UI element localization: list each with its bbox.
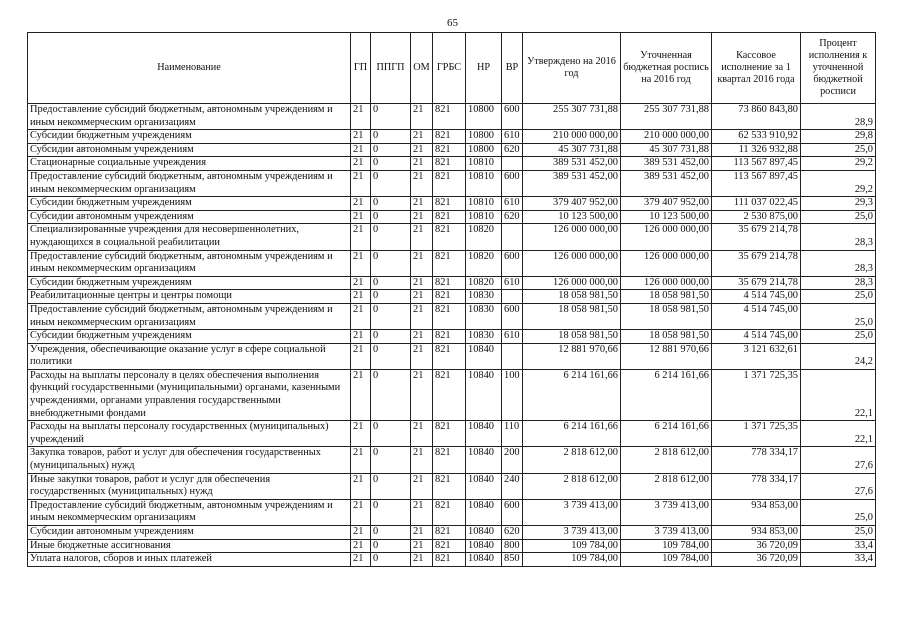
- cell-vr: 620: [502, 526, 523, 540]
- cell-om: 21: [411, 473, 433, 499]
- cell-approved: 109 784,00: [523, 553, 621, 567]
- cell-om: 21: [411, 130, 433, 144]
- cell-percent: 28,3: [801, 276, 876, 290]
- cell-approved: 12 881 970,66: [523, 343, 621, 369]
- cell-gp: 21: [351, 210, 371, 224]
- table-row: [28, 250, 876, 276]
- cell-np: 10840: [466, 499, 502, 525]
- table-row: [28, 210, 876, 224]
- table-row: [28, 473, 876, 499]
- cell-vr: 610: [502, 130, 523, 144]
- cell-approved: 10 123 500,00: [523, 210, 621, 224]
- cell-name: Реабилитационные центры и центры помощи: [28, 290, 351, 304]
- cell-om: 21: [411, 104, 433, 130]
- cell-grbs: 821: [433, 143, 466, 157]
- cell-name: Субсидии бюджетным учреждениям: [28, 330, 351, 344]
- cell-np: 10800: [466, 130, 502, 144]
- cell-refined: 18 058 981,50: [621, 330, 712, 344]
- cell-percent: 27,6: [801, 473, 876, 499]
- cell-np: 10840: [466, 369, 502, 420]
- cell-ppgp: 0: [371, 526, 411, 540]
- page-number: 65: [447, 17, 458, 29]
- cell-ppgp: 0: [371, 290, 411, 304]
- cell-gp: 21: [351, 130, 371, 144]
- cell-ppgp: 0: [371, 369, 411, 420]
- cell-ppgp: 0: [371, 276, 411, 290]
- cell-gp: 21: [351, 303, 371, 329]
- cell-vr: 110: [502, 421, 523, 447]
- cell-gp: 21: [351, 250, 371, 276]
- cell-approved: 255 307 731,88: [523, 104, 621, 130]
- table-row: [28, 369, 876, 420]
- cell-cash: 3 121 632,61: [712, 343, 801, 369]
- cell-percent: 22,1: [801, 369, 876, 420]
- cell-grbs: 821: [433, 250, 466, 276]
- table-row: [28, 130, 876, 144]
- cell-refined: 6 214 161,66: [621, 421, 712, 447]
- cell-grbs: 821: [433, 539, 466, 553]
- cell-np: 10810: [466, 210, 502, 224]
- cell-ppgp: 0: [371, 224, 411, 250]
- cell-cash: 934 853,00: [712, 499, 801, 525]
- cell-np: 10830: [466, 330, 502, 344]
- cell-ppgp: 0: [371, 539, 411, 553]
- cell-approved: 210 000 000,00: [523, 130, 621, 144]
- header-refined: Уточненная бюджетная роспись на 2016 год: [621, 33, 712, 104]
- cell-gp: 21: [351, 343, 371, 369]
- cell-om: 21: [411, 170, 433, 196]
- cell-name: Предоставление субсидий бюджетным, автономным учреждениям и иным некоммерческим организациям: [28, 499, 351, 525]
- cell-gp: 21: [351, 290, 371, 304]
- cell-name: Иные бюджетные ассигнования: [28, 539, 351, 553]
- cell-np: 10800: [466, 143, 502, 157]
- table-row: [28, 553, 876, 567]
- cell-grbs: 821: [433, 290, 466, 304]
- cell-om: 21: [411, 421, 433, 447]
- cell-cash: 62 533 910,92: [712, 130, 801, 144]
- cell-vr: [502, 157, 523, 171]
- cell-name: Субсидии автономным учреждениям: [28, 143, 351, 157]
- cell-approved: 126 000 000,00: [523, 224, 621, 250]
- cell-ppgp: 0: [371, 330, 411, 344]
- cell-name: Предоставление субсидий бюджетным, автономным учреждениям и иным некоммерческим организациям: [28, 170, 351, 196]
- cell-approved: 6 214 161,66: [523, 369, 621, 420]
- cell-gp: 21: [351, 473, 371, 499]
- cell-grbs: 821: [433, 330, 466, 344]
- cell-om: 21: [411, 499, 433, 525]
- cell-refined: 2 818 612,00: [621, 447, 712, 473]
- cell-name: Стационарные социальные учреждения: [28, 157, 351, 171]
- cell-approved: 18 058 981,50: [523, 290, 621, 304]
- header-name: Наименование: [28, 33, 351, 104]
- cell-om: 21: [411, 369, 433, 420]
- cell-gp: 21: [351, 197, 371, 211]
- table-row: [28, 197, 876, 211]
- cell-gp: 21: [351, 447, 371, 473]
- cell-percent: 28,3: [801, 250, 876, 276]
- cell-percent: 29,3: [801, 197, 876, 211]
- cell-cash: 36 720,09: [712, 553, 801, 567]
- cell-vr: [502, 224, 523, 250]
- cell-approved: 126 000 000,00: [523, 250, 621, 276]
- cell-om: 21: [411, 224, 433, 250]
- cell-refined: 109 784,00: [621, 553, 712, 567]
- cell-grbs: 821: [433, 104, 466, 130]
- cell-om: 21: [411, 539, 433, 553]
- cell-ppgp: 0: [371, 157, 411, 171]
- cell-grbs: 821: [433, 369, 466, 420]
- cell-percent: 25,0: [801, 330, 876, 344]
- cell-approved: 3 739 413,00: [523, 499, 621, 525]
- cell-name: Предоставление субсидий бюджетным, автономным учреждениям и иным некоммерческим организациям: [28, 303, 351, 329]
- cell-percent: 25,0: [801, 303, 876, 329]
- cell-cash: 934 853,00: [712, 526, 801, 540]
- cell-om: 21: [411, 343, 433, 369]
- header-cash: Кассовое исполнение за 1 квартал 2016 года: [712, 33, 801, 104]
- cell-gp: 21: [351, 157, 371, 171]
- cell-ppgp: 0: [371, 343, 411, 369]
- cell-approved: 2 818 612,00: [523, 447, 621, 473]
- cell-np: 10800: [466, 104, 502, 130]
- cell-approved: 3 739 413,00: [523, 526, 621, 540]
- cell-om: 21: [411, 526, 433, 540]
- cell-percent: 29,2: [801, 157, 876, 171]
- table-row: [28, 157, 876, 171]
- table-row: [28, 539, 876, 553]
- header-percent: Процент исполнения к уточненной бюджетной росписи: [801, 33, 876, 104]
- cell-refined: 45 307 731,88: [621, 143, 712, 157]
- cell-om: 21: [411, 553, 433, 567]
- cell-vr: 600: [502, 250, 523, 276]
- table-row: [28, 343, 876, 369]
- cell-cash: 4 514 745,00: [712, 290, 801, 304]
- cell-refined: 389 531 452,00: [621, 157, 712, 171]
- cell-approved: 6 214 161,66: [523, 421, 621, 447]
- cell-vr: 100: [502, 369, 523, 420]
- cell-percent: 25,0: [801, 210, 876, 224]
- cell-vr: 610: [502, 197, 523, 211]
- cell-cash: 778 334,17: [712, 473, 801, 499]
- cell-gp: 21: [351, 170, 371, 196]
- cell-refined: 255 307 731,88: [621, 104, 712, 130]
- cell-vr: [502, 290, 523, 304]
- table-row: [28, 303, 876, 329]
- cell-approved: 389 531 452,00: [523, 157, 621, 171]
- cell-om: 21: [411, 447, 433, 473]
- cell-grbs: 821: [433, 421, 466, 447]
- cell-grbs: 821: [433, 276, 466, 290]
- cell-om: 21: [411, 330, 433, 344]
- cell-cash: 113 567 897,45: [712, 157, 801, 171]
- cell-percent: 22,1: [801, 421, 876, 447]
- cell-gp: 21: [351, 224, 371, 250]
- cell-percent: 24,2: [801, 343, 876, 369]
- cell-cash: 111 037 022,45: [712, 197, 801, 211]
- header-row: [28, 33, 876, 104]
- cell-gp: 21: [351, 369, 371, 420]
- cell-refined: 12 881 970,66: [621, 343, 712, 369]
- cell-grbs: 821: [433, 343, 466, 369]
- cell-gp: 21: [351, 276, 371, 290]
- cell-vr: 850: [502, 553, 523, 567]
- table-row: [28, 143, 876, 157]
- cell-refined: 126 000 000,00: [621, 250, 712, 276]
- cell-np: 10840: [466, 343, 502, 369]
- cell-vr: 240: [502, 473, 523, 499]
- cell-cash: 2 530 875,00: [712, 210, 801, 224]
- cell-percent: 27,6: [801, 447, 876, 473]
- table-row: [28, 526, 876, 540]
- cell-name: Субсидии бюджетным учреждениям: [28, 197, 351, 211]
- cell-np: 10810: [466, 157, 502, 171]
- cell-approved: 126 000 000,00: [523, 276, 621, 290]
- cell-gp: 21: [351, 330, 371, 344]
- cell-np: 10840: [466, 473, 502, 499]
- cell-approved: 2 818 612,00: [523, 473, 621, 499]
- table-row: [28, 330, 876, 344]
- header-grbs: ГРБС: [433, 33, 466, 104]
- cell-om: 21: [411, 276, 433, 290]
- cell-grbs: 821: [433, 197, 466, 211]
- cell-ppgp: 0: [371, 197, 411, 211]
- cell-grbs: 821: [433, 499, 466, 525]
- cell-gp: 21: [351, 104, 371, 130]
- cell-grbs: 821: [433, 210, 466, 224]
- cell-vr: 600: [502, 104, 523, 130]
- cell-cash: 1 371 725,35: [712, 369, 801, 420]
- cell-approved: 45 307 731,88: [523, 143, 621, 157]
- header-approved: Утверждено на 2016 год: [523, 33, 621, 104]
- cell-vr: [502, 343, 523, 369]
- cell-refined: 379 407 952,00: [621, 197, 712, 211]
- table-row: [28, 224, 876, 250]
- cell-percent: 25,0: [801, 499, 876, 525]
- table-row: [28, 170, 876, 196]
- header-gp: ГП: [351, 33, 371, 104]
- cell-ppgp: 0: [371, 421, 411, 447]
- cell-ppgp: 0: [371, 447, 411, 473]
- cell-vr: 610: [502, 276, 523, 290]
- cell-name: Иные закупки товаров, работ и услуг для обеспечения государственных (муниципальных) нужд: [28, 473, 351, 499]
- cell-gp: 21: [351, 539, 371, 553]
- cell-om: 21: [411, 143, 433, 157]
- cell-grbs: 821: [433, 157, 466, 171]
- cell-ppgp: 0: [371, 499, 411, 525]
- cell-om: 21: [411, 157, 433, 171]
- cell-ppgp: 0: [371, 553, 411, 567]
- cell-name: Субсидии бюджетным учреждениям: [28, 130, 351, 144]
- cell-grbs: 821: [433, 526, 466, 540]
- header-ppgp: ППГП: [371, 33, 411, 104]
- cell-om: 21: [411, 303, 433, 329]
- cell-gp: 21: [351, 421, 371, 447]
- header-om: ОМ: [411, 33, 433, 104]
- cell-percent: 25,0: [801, 143, 876, 157]
- cell-np: 10840: [466, 539, 502, 553]
- table-body: [28, 104, 876, 567]
- cell-refined: 210 000 000,00: [621, 130, 712, 144]
- cell-percent: 25,0: [801, 290, 876, 304]
- cell-name: Специализированные учреждения для несовершеннолетних, нуждающихся в социальной реабилитации: [28, 224, 351, 250]
- cell-np: 10810: [466, 197, 502, 211]
- cell-refined: 18 058 981,50: [621, 303, 712, 329]
- cell-name: Субсидии автономным учреждениям: [28, 526, 351, 540]
- cell-percent: 28,3: [801, 224, 876, 250]
- cell-cash: 36 720,09: [712, 539, 801, 553]
- cell-name: Субсидии бюджетным учреждениям: [28, 276, 351, 290]
- header-np: НР: [466, 33, 502, 104]
- cell-vr: 600: [502, 499, 523, 525]
- cell-np: 10820: [466, 224, 502, 250]
- cell-grbs: 821: [433, 303, 466, 329]
- cell-grbs: 821: [433, 473, 466, 499]
- cell-ppgp: 0: [371, 170, 411, 196]
- cell-percent: 25,0: [801, 526, 876, 540]
- cell-ppgp: 0: [371, 250, 411, 276]
- cell-cash: 4 514 745,00: [712, 330, 801, 344]
- cell-np: 10840: [466, 421, 502, 447]
- table-row: [28, 104, 876, 130]
- cell-cash: 73 860 843,80: [712, 104, 801, 130]
- table-row: [28, 290, 876, 304]
- cell-percent: 33,4: [801, 553, 876, 567]
- cell-name: Расходы на выплаты персоналу в целях обеспечения выполнения функций государственными (муниципальными) органами, казенными учреждениями, органами управления государственными внебюджетными фондами: [28, 369, 351, 420]
- cell-approved: 379 407 952,00: [523, 197, 621, 211]
- cell-ppgp: 0: [371, 143, 411, 157]
- cell-ppgp: 0: [371, 473, 411, 499]
- cell-refined: 109 784,00: [621, 539, 712, 553]
- cell-np: 10830: [466, 290, 502, 304]
- cell-gp: 21: [351, 499, 371, 525]
- cell-refined: 126 000 000,00: [621, 224, 712, 250]
- cell-vr: 620: [502, 143, 523, 157]
- cell-cash: 778 334,17: [712, 447, 801, 473]
- cell-ppgp: 0: [371, 104, 411, 130]
- cell-grbs: 821: [433, 224, 466, 250]
- cell-percent: 33,4: [801, 539, 876, 553]
- cell-approved: 389 531 452,00: [523, 170, 621, 196]
- cell-vr: 600: [502, 170, 523, 196]
- cell-om: 21: [411, 197, 433, 211]
- cell-name: Учреждения, обеспечивающие оказание услуг в сфере социальной политики: [28, 343, 351, 369]
- cell-grbs: 821: [433, 130, 466, 144]
- cell-cash: 35 679 214,78: [712, 250, 801, 276]
- cell-grbs: 821: [433, 447, 466, 473]
- cell-vr: 610: [502, 330, 523, 344]
- cell-vr: 800: [502, 539, 523, 553]
- cell-refined: 2 818 612,00: [621, 473, 712, 499]
- cell-name: Закупка товаров, работ и услуг для обеспечения государственных (муниципальных) нужд: [28, 447, 351, 473]
- cell-ppgp: 0: [371, 303, 411, 329]
- cell-cash: 113 567 897,45: [712, 170, 801, 196]
- cell-name: Уплата налогов, сборов и иных платежей: [28, 553, 351, 567]
- cell-cash: 1 371 725,35: [712, 421, 801, 447]
- cell-cash: 35 679 214,78: [712, 224, 801, 250]
- cell-np: 10820: [466, 276, 502, 290]
- table-row: [28, 276, 876, 290]
- table-row: [28, 447, 876, 473]
- cell-np: 10830: [466, 303, 502, 329]
- cell-np: 10840: [466, 526, 502, 540]
- cell-refined: 6 214 161,66: [621, 369, 712, 420]
- cell-gp: 21: [351, 526, 371, 540]
- cell-cash: 4 514 745,00: [712, 303, 801, 329]
- cell-refined: 126 000 000,00: [621, 276, 712, 290]
- cell-cash: 35 679 214,78: [712, 276, 801, 290]
- cell-np: 10840: [466, 447, 502, 473]
- cell-percent: 29,8: [801, 130, 876, 144]
- cell-name: Предоставление субсидий бюджетным, автономным учреждениям и иным некоммерческим организациям: [28, 104, 351, 130]
- cell-name: Предоставление субсидий бюджетным, автономным учреждениям и иным некоммерческим организациям: [28, 250, 351, 276]
- budget-execution-table: [27, 32, 876, 567]
- cell-om: 21: [411, 250, 433, 276]
- cell-om: 21: [411, 290, 433, 304]
- cell-refined: 3 739 413,00: [621, 499, 712, 525]
- cell-ppgp: 0: [371, 130, 411, 144]
- table-row: [28, 499, 876, 525]
- cell-percent: 29,2: [801, 170, 876, 196]
- cell-cash: 11 326 932,88: [712, 143, 801, 157]
- cell-approved: 18 058 981,50: [523, 303, 621, 329]
- cell-gp: 21: [351, 143, 371, 157]
- cell-om: 21: [411, 210, 433, 224]
- cell-vr: 200: [502, 447, 523, 473]
- cell-refined: 3 739 413,00: [621, 526, 712, 540]
- cell-vr: 620: [502, 210, 523, 224]
- table-row: [28, 421, 876, 447]
- cell-approved: 109 784,00: [523, 539, 621, 553]
- cell-vr: 600: [502, 303, 523, 329]
- cell-np: 10810: [466, 170, 502, 196]
- cell-ppgp: 0: [371, 210, 411, 224]
- cell-grbs: 821: [433, 170, 466, 196]
- cell-name: Субсидии автономным учреждениям: [28, 210, 351, 224]
- cell-approved: 18 058 981,50: [523, 330, 621, 344]
- cell-np: 10840: [466, 553, 502, 567]
- cell-np: 10820: [466, 250, 502, 276]
- cell-refined: 389 531 452,00: [621, 170, 712, 196]
- cell-percent: 28,9: [801, 104, 876, 130]
- cell-grbs: 821: [433, 553, 466, 567]
- header-vr: ВР: [502, 33, 523, 104]
- cell-name: Расходы на выплаты персоналу государственных (муниципальных) учреждений: [28, 421, 351, 447]
- cell-refined: 10 123 500,00: [621, 210, 712, 224]
- cell-refined: 18 058 981,50: [621, 290, 712, 304]
- cell-gp: 21: [351, 553, 371, 567]
